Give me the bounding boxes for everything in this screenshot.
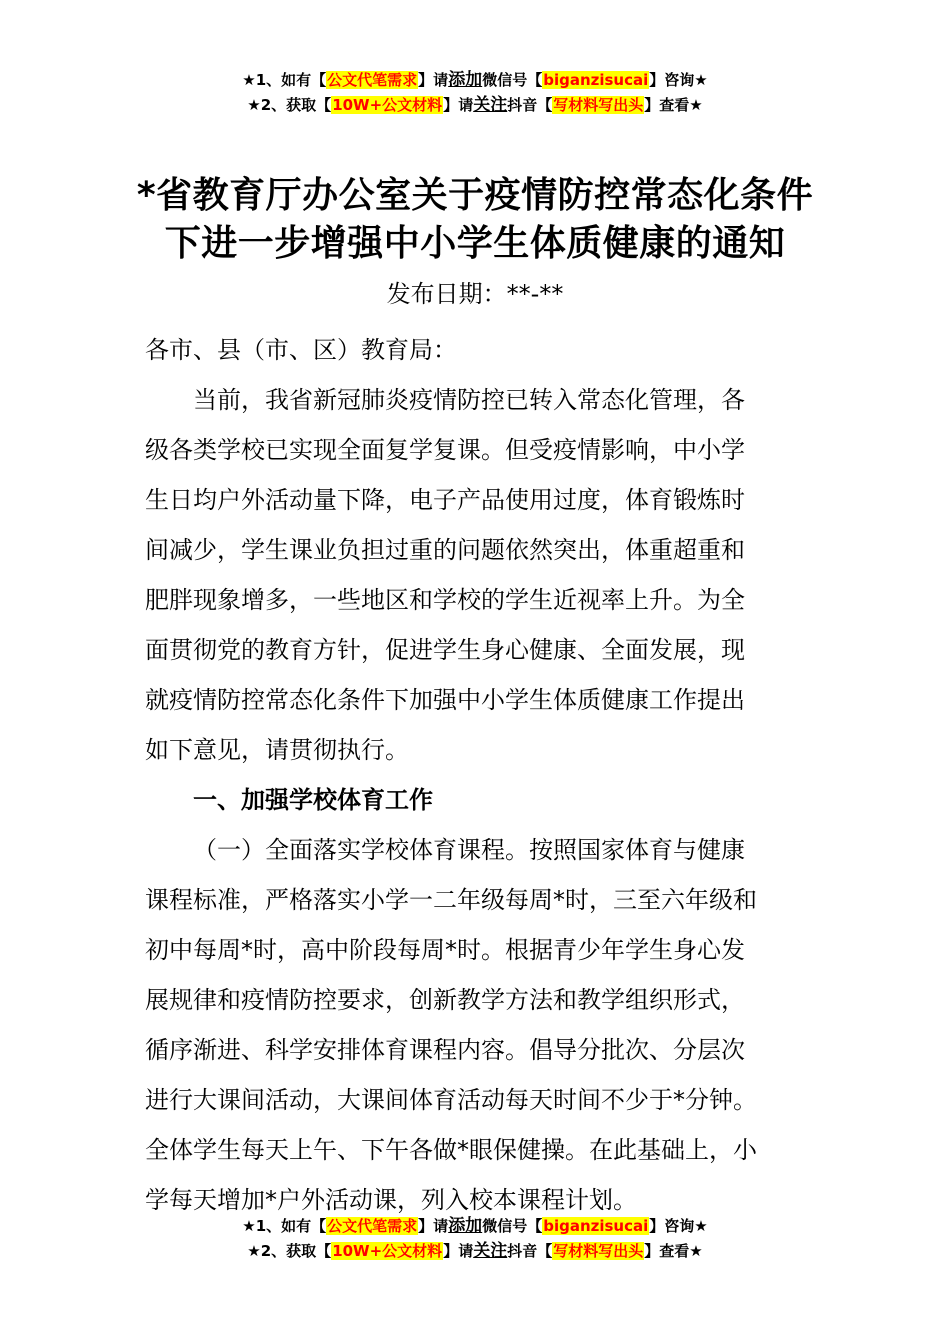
paragraph-line: 全体学生每天上午、下午各做*眼保健操。在此基础上，小 bbox=[145, 1136, 757, 1164]
banner-text: ★2、获取【 bbox=[247, 96, 332, 114]
section-heading: 一、加强学校体育工作 bbox=[193, 786, 433, 814]
banner-text: ★1、如有【 bbox=[242, 1217, 327, 1235]
paragraph-line: 肥胖现象增多，一些地区和学校的学生近视率上升。为全 bbox=[145, 586, 745, 614]
banner-text: ★2、获取【 bbox=[247, 1242, 332, 1260]
title-line-1: *省教育厅办公室关于疫情防控常态化条件 bbox=[136, 175, 814, 216]
paragraph-line: 展规律和疫情防控要求，创新教学方法和教学组织形式， bbox=[145, 986, 745, 1014]
banner-line-1 bbox=[0, 68, 950, 93]
banner-highlight: 写材料写出头 bbox=[553, 96, 644, 114]
banner-highlight: 10W+公文材料 bbox=[332, 1242, 443, 1260]
banner-underlined-text: 添加 bbox=[448, 70, 483, 90]
paragraph-line: 面贯彻党的教育方针，促进学生身心健康、全面发展，现 bbox=[145, 636, 745, 664]
paragraph-line: 当前，我省新冠肺炎疫情防控已转入常态化管理，各 bbox=[193, 386, 745, 414]
banner-highlight: 10W+公文材料 bbox=[332, 96, 443, 114]
banner-text: 微信号【 bbox=[482, 71, 543, 89]
paragraph-line: 初中每周*时，高中阶段每周*时。根据青少年学生身心发 bbox=[145, 936, 745, 964]
bottom-banner bbox=[0, 1214, 950, 1264]
banner-text: 】请 bbox=[443, 1242, 474, 1260]
banner-text: ★1、如有【 bbox=[242, 71, 327, 89]
publish-date: 发布日期：**-** bbox=[386, 280, 564, 308]
banner-text: 抖音【 bbox=[507, 96, 553, 114]
banner-highlight: biganzisucai bbox=[543, 71, 649, 89]
title-line-2: 下进一步增强中小学生体质健康的通知 bbox=[164, 223, 786, 264]
banner-text: 】请 bbox=[418, 71, 449, 89]
banner-underlined-text: 添加 bbox=[448, 1216, 483, 1236]
paragraph-line: 循序渐进、科学安排体育课程内容。倡导分批次、分层次 bbox=[145, 1036, 745, 1064]
paragraph-line: 就疫情防控常态化条件下加强中小学生体质健康工作提出 bbox=[145, 686, 745, 714]
paragraph-line: 学每天增加*户外活动课，列入校本课程计划。 bbox=[145, 1186, 637, 1214]
paragraph-line: （一）全面落实学校体育课程。按照国家体育与健康 bbox=[193, 836, 745, 864]
salutation: 各市、县（市、区）教育局： bbox=[145, 336, 457, 364]
banner-highlight: biganzisucai bbox=[543, 1217, 649, 1235]
paragraph-line: 进行大课间活动，大课间体育活动每天时间不少于*分钟。 bbox=[145, 1086, 757, 1114]
banner-highlight: 公文代笔需求 bbox=[327, 1217, 418, 1235]
top-banner bbox=[0, 68, 950, 118]
banner-text: 】查看★ bbox=[644, 1242, 703, 1260]
paragraph-line: 间减少，学生课业负担过重的问题依然突出，体重超重和 bbox=[145, 536, 745, 564]
document-title bbox=[0, 172, 950, 268]
banner-highlight: 写材料写出头 bbox=[553, 1242, 644, 1260]
paragraph-line: 生日均户外活动量下降，电子产品使用过度，体育锻炼时 bbox=[145, 486, 745, 514]
banner-text: 抖音【 bbox=[507, 1242, 553, 1260]
banner-line-2 bbox=[0, 93, 950, 118]
banner-text: 】请 bbox=[443, 96, 474, 114]
banner-text: 】咨询★ bbox=[649, 1217, 708, 1235]
paragraph-line: 如下意见，请贯彻执行。 bbox=[145, 736, 409, 764]
banner-text: 微信号【 bbox=[482, 1217, 543, 1235]
banner-text: 】请 bbox=[418, 1217, 449, 1235]
banner-highlight: 公文代笔需求 bbox=[327, 71, 418, 89]
paragraph-line: 课程标准，严格落实小学一二年级每周*时，三至六年级和 bbox=[145, 886, 757, 914]
paragraph-line: 级各类学校已实现全面复学复课。但受疫情影响，中小学 bbox=[145, 436, 745, 464]
banner-line-1 bbox=[0, 1214, 950, 1239]
banner-underlined-text: 关注 bbox=[473, 95, 508, 115]
banner-text: 】查看★ bbox=[644, 96, 703, 114]
banner-line-2 bbox=[0, 1239, 950, 1264]
document-body bbox=[145, 325, 805, 1225]
banner-text: 】咨询★ bbox=[649, 71, 708, 89]
banner-underlined-text: 关注 bbox=[473, 1241, 508, 1261]
